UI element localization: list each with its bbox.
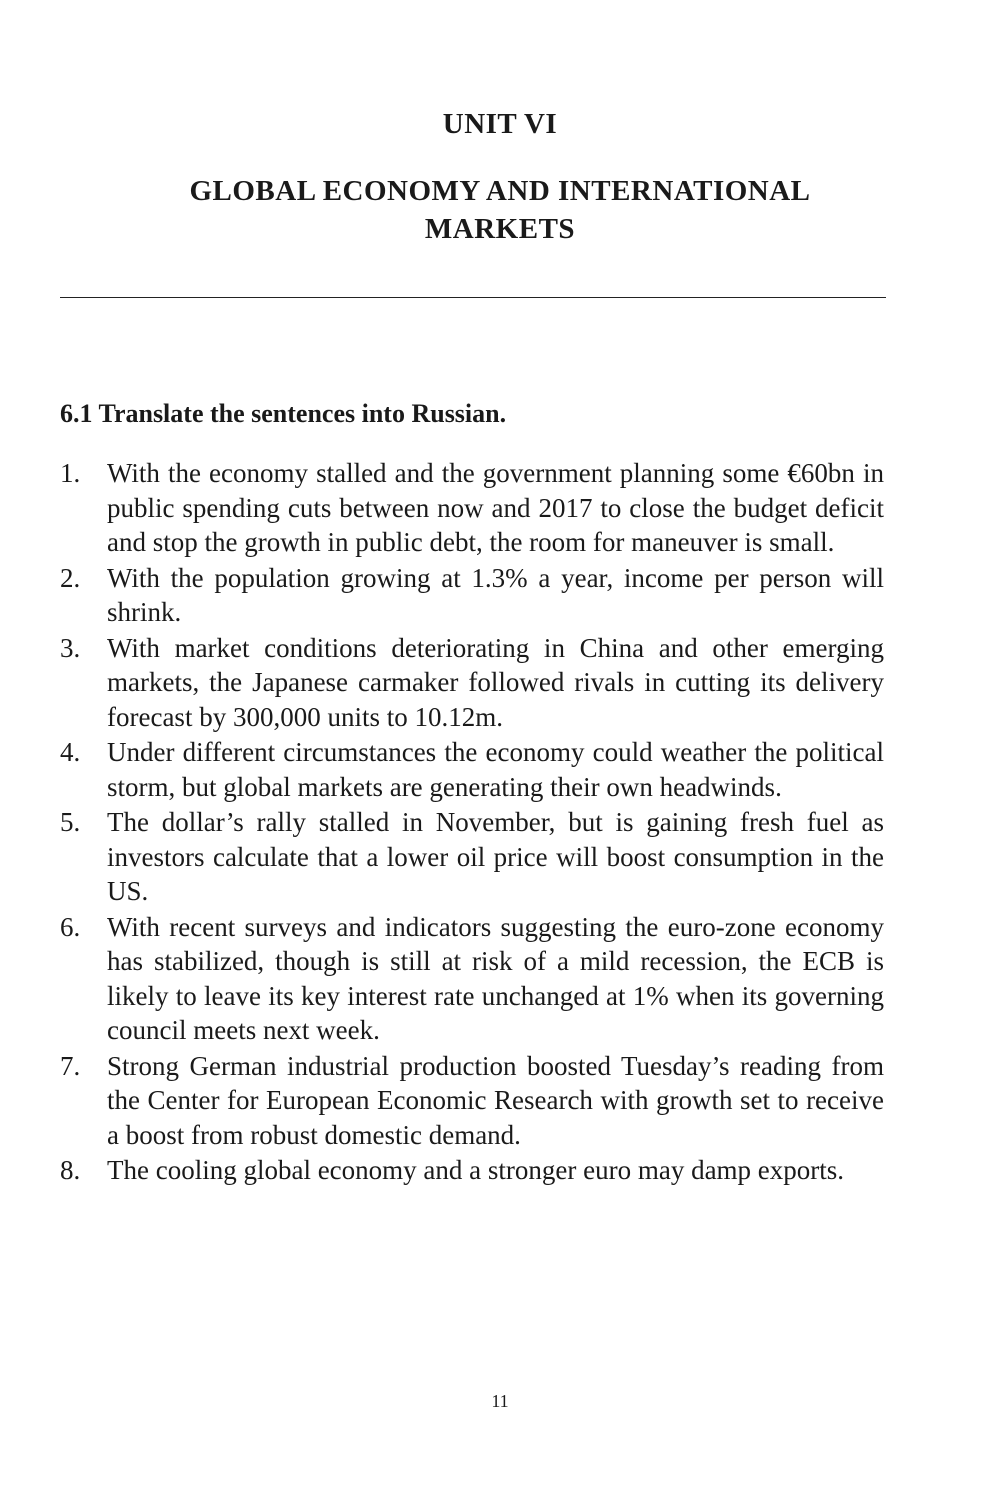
- item-number: 7.: [60, 1050, 81, 1081]
- chapter-title-line2: MARKETS: [424, 213, 576, 245]
- item-text: With the population growing at 1.3% a year, income per person will shrink.: [107, 562, 884, 627]
- item-text: The dollar’s rally stalled in November, but is gaining fresh fuel as investors calculate that a lower oil price will boost consumption in the US.: [107, 807, 884, 906]
- list-item: [60, 631, 884, 735]
- list-item: [60, 456, 884, 560]
- item-number: 6.: [60, 911, 81, 942]
- list-item: [60, 735, 884, 804]
- item-number: 4.: [60, 737, 81, 767]
- item-number: 1.: [60, 458, 81, 488]
- list-item: [60, 805, 884, 909]
- item-text: Under different circumstances the economy could weather the political storm, but global markets are generating their own headwinds.: [107, 737, 884, 802]
- item-text: The cooling global economy and a stronger euro may damp exports.: [107, 1155, 845, 1185]
- item-text: With recent surveys and indicators suggesting the euro-zone economy has stabilized, though is still at risk of a mild recession, the ECB is likely to leave its key interest rate unchanged at 1% when its governing council meets next week.: [107, 911, 884, 1045]
- item-text: Strong German industrial production boosted Tuesday’s reading from the Center for European Economic Research with growth set to receive a boost from robust domestic demand.: [107, 1050, 884, 1150]
- item-number: 2.: [60, 562, 81, 593]
- item-text: With the economy stalled and the government planning some €60bn in public spending cuts between now and 2017 to close the budget deficit and stop the growth in public debt, the room for maneuver is small.: [107, 458, 884, 557]
- list-item: [60, 561, 884, 630]
- exercise-heading: 6.1 Translate the sentences into Russian.: [60, 399, 507, 428]
- item-number: 5.: [60, 807, 81, 837]
- page-number: 11: [491, 1391, 509, 1411]
- list-item: [60, 1153, 884, 1188]
- horizontal-divider: [60, 297, 886, 298]
- chapter-title: [60, 172, 940, 248]
- item-text: With market conditions deteriorating in China and other emerging markets, the Japanese carmaker followed rivals in cutting its delivery forecast by 300,000 units to 10.12m.: [107, 632, 884, 732]
- list-item: [60, 1049, 884, 1153]
- item-number: 3.: [60, 632, 81, 663]
- list-item: [60, 910, 884, 1048]
- chapter-title-line1: GLOBAL ECONOMY AND INTERNATIONAL: [189, 175, 811, 207]
- sentence-list: [60, 456, 884, 1189]
- unit-title: UNIT VI: [442, 108, 558, 140]
- item-number: 8.: [60, 1155, 81, 1185]
